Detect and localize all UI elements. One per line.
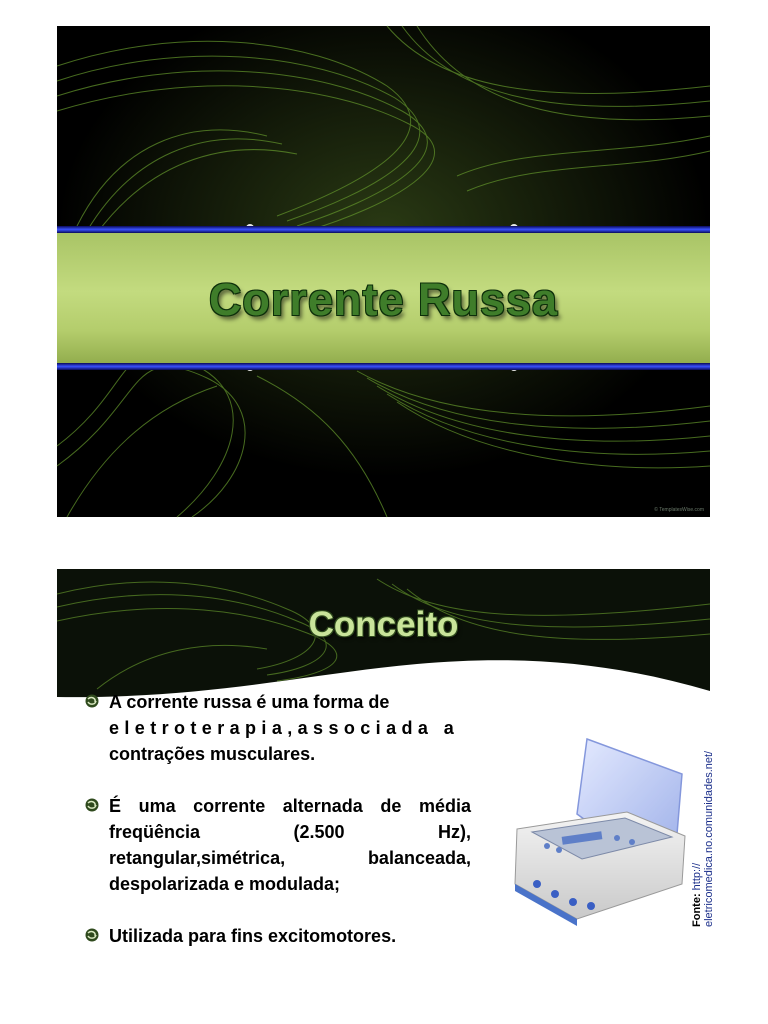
electrotherapy-device-image <box>507 734 697 934</box>
bullet-text-spaced: eletroterapia,associada a <box>109 718 460 738</box>
template-copyright: © TemplatesWise.com <box>654 507 704 513</box>
list-item <box>85 793 471 897</box>
swirl-bullet-icon <box>85 928 99 942</box>
slide-title: Corrente Russa <box>208 274 559 325</box>
bottom-divider-line <box>57 363 710 370</box>
source-url[interactable]: http:// <box>691 862 703 891</box>
bullet-list <box>85 689 471 975</box>
swirl-bullet-icon <box>85 798 99 812</box>
bullet-text: A corrente russa é uma forma de <box>109 692 390 712</box>
image-source-credit <box>691 751 715 927</box>
bullet-text: É uma corrente alternada de média freqüência (2.500 Hz), retangular,simétrica, balanceada, despolarizada e modulada; <box>109 796 471 894</box>
source-label: Fonte: <box>691 893 703 927</box>
bullet-text: contrações musculares. <box>109 744 316 764</box>
swirl-bullet-icon <box>85 694 99 708</box>
source-url-continued[interactable]: eletricomedica.no.comunidades.net/ <box>703 750 715 927</box>
list-item <box>85 923 471 949</box>
title-slide <box>57 26 710 517</box>
list-item <box>85 689 471 767</box>
bullet-text: Utilizada para fins excitomotores. <box>109 926 397 946</box>
top-divider-line <box>57 226 710 233</box>
slide-title: Conceito <box>308 605 459 644</box>
concept-slide <box>57 569 715 1014</box>
